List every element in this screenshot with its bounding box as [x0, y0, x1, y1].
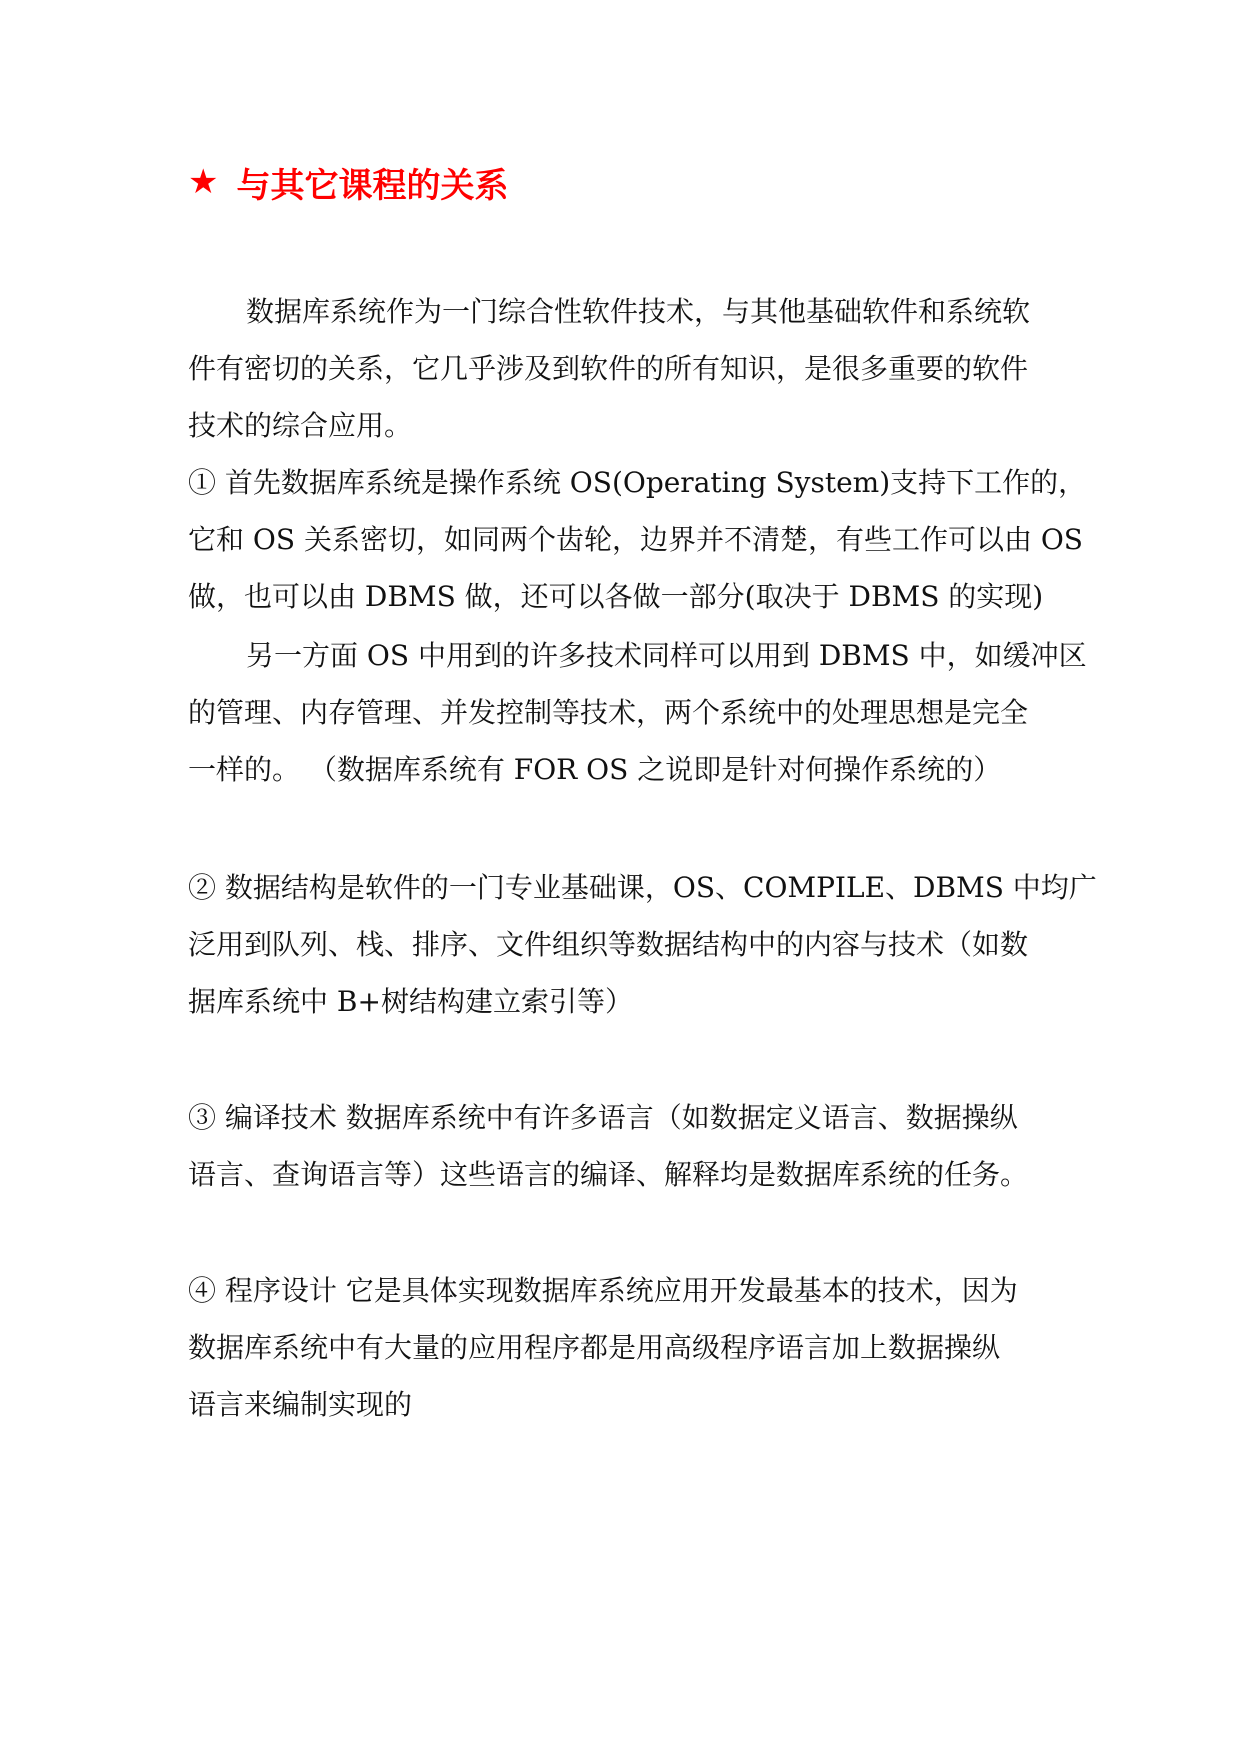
- star-icon: ★: [188, 162, 219, 202]
- paragraph-line: 数据库系统中有大量的应用程序都是用高级程序语言加上数据操纵: [188, 1331, 1001, 1364]
- paragraph-line: 的管理、内存管理、并发控制等技术，两个系统中的处理思想是完全: [188, 696, 1029, 729]
- paragraph-line: 泛用到队列、栈、排序、文件组织等数据结构中的内容与技术（如数: [188, 928, 1029, 961]
- paragraph-line: ④ 程序设计 它是具体实现数据库系统应用开发最基本的技术，因为: [188, 1274, 1018, 1307]
- paragraph-line: 做，也可以由 DBMS 做，还可以各做一部分(取决于 DBMS 的实现): [188, 580, 1044, 613]
- paragraph-line: 据库系统中 B+树结构建立索引等）: [188, 985, 633, 1018]
- paragraph-line: 语言来编制实现的: [188, 1388, 413, 1421]
- paragraph-line: 语言、查询语言等）这些语言的编译、解释均是数据库系统的任务。: [188, 1158, 1029, 1191]
- section-heading: [188, 152, 508, 212]
- section-title: 与其它课程的关系: [236, 165, 509, 206]
- paragraph-line: 一样的。 （数据库系统有 FOR OS 之说即是针对何操作系统的）: [188, 753, 1002, 786]
- paragraph-line: ① 首先数据库系统是操作系统 OS(Operating System)支持下工作的，: [188, 466, 1087, 499]
- paragraph-line: 件有密切的关系，它几乎涉及到软件的所有知识，是很多重要的软件: [188, 352, 1029, 385]
- paragraph-line: ② 数据结构是软件的一门专业基础课，OS、COMPILE、DBMS 中均广: [188, 871, 1097, 904]
- paragraph-line: 技术的综合应用。: [188, 409, 413, 442]
- paragraph-line: 另一方面 OS 中用到的许多技术同样可以用到 DBMS 中，如缓冲区: [246, 639, 1087, 672]
- paragraph-line: 数据库系统作为一门综合性软件技术，与其他基础软件和系统软: [246, 295, 1031, 328]
- paragraph-line: 它和 OS 关系密切，如同两个齿轮，边界并不清楚，有些工作可以由 OS: [188, 523, 1083, 556]
- paragraph-line: ③ 编译技术 数据库系统中有许多语言（如数据定义语言、数据操纵: [188, 1101, 1018, 1134]
